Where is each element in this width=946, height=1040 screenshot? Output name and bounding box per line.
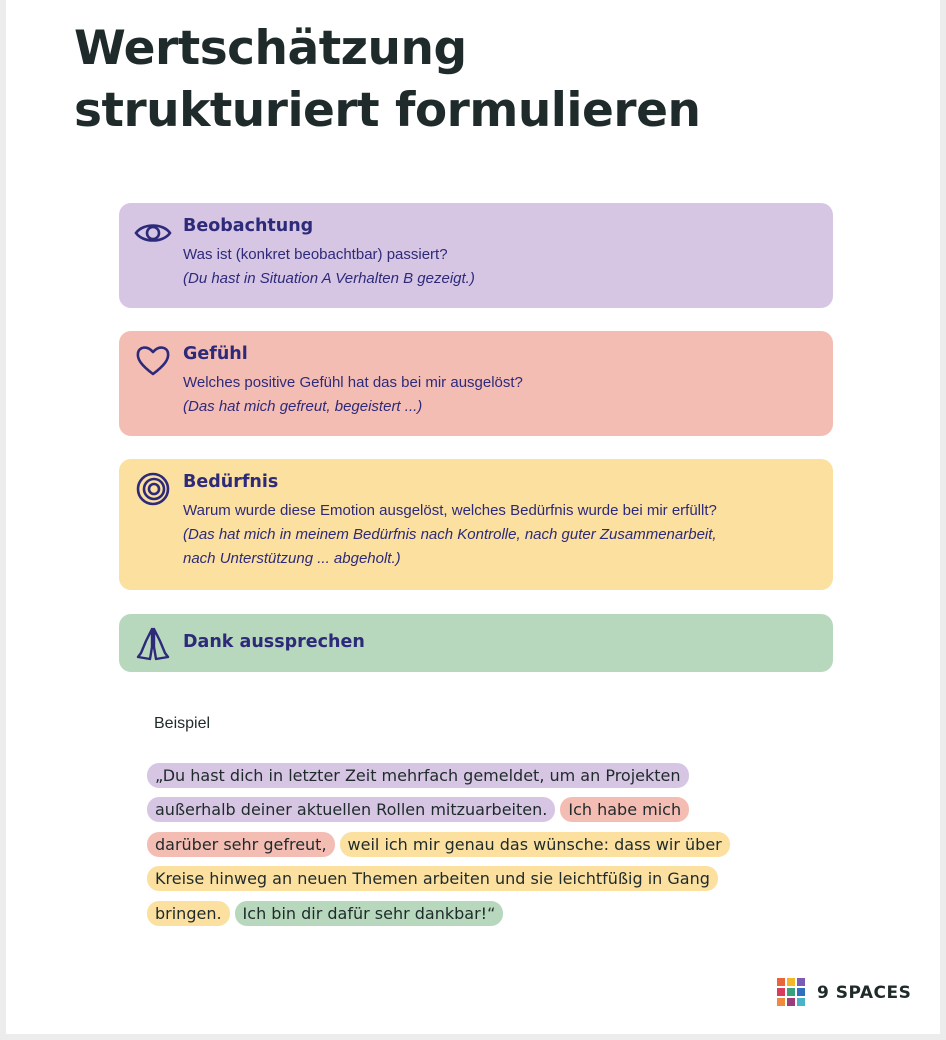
card-example: (Das hat mich gefreut, begeistert ...) — [183, 398, 423, 415]
title-line-1: Wertschätzung — [74, 21, 467, 76]
card-example: (Du hast in Situation A Verhalten B gezeigt.) — [183, 270, 475, 287]
card-question: Was ist (konkret beobachtbar) passiert? — [183, 246, 448, 263]
praying-hands-icon — [133, 623, 173, 663]
card-heading: Bedürfnis — [183, 472, 279, 492]
card-dank — [119, 614, 833, 672]
example-row — [147, 862, 847, 897]
highlight-gefuehl: darüber sehr gefreut, — [147, 832, 335, 857]
heart-icon — [133, 341, 173, 381]
highlight-dank: Ich bin dir dafür sehr dankbar!“ — [235, 901, 504, 926]
highlight-beduerfnis: bringen. — [147, 901, 230, 926]
card-heading: Beobachtung — [183, 216, 314, 236]
card-example-line-1: (Das hat mich in meinem Bedürfnis nach Kontrolle, nach guter Zusammenarbeit, — [183, 526, 717, 543]
page — [6, 0, 940, 1034]
card-heading: Dank aussprechen — [183, 632, 365, 652]
title-line-2: strukturiert formulieren — [74, 83, 701, 138]
example-row — [147, 758, 847, 793]
spiral-icon — [133, 469, 173, 509]
example-row — [147, 896, 847, 931]
example-row — [147, 827, 847, 862]
card-question: Welches positive Gefühl hat das bei mir ausgelöst? — [183, 374, 523, 391]
card-beduerfnis — [119, 459, 833, 590]
page-title — [74, 18, 700, 142]
highlight-beobachtung: „Du hast dich in letzter Zeit mehrfach gemeldet, um an Projekten — [147, 763, 689, 788]
card-beobachtung — [119, 203, 833, 308]
example-row — [147, 793, 847, 828]
brand-name: 9 SPACES — [817, 983, 912, 1003]
highlight-beobachtung: außerhalb deiner aktuellen Rollen mitzuarbeiten. — [147, 797, 555, 822]
example-label: Beispiel — [154, 715, 211, 732]
brand — [777, 978, 911, 1008]
highlight-beduerfnis: Kreise hinweg an neuen Themen arbeiten und sie leichtfüßig in Gang — [147, 866, 718, 891]
highlight-gefuehl: Ich habe mich — [560, 797, 689, 822]
card-example-line-2: nach Unterstützung ... abgeholt.) — [183, 550, 401, 567]
card-gefuehl — [119, 331, 833, 436]
card-heading: Gefühl — [183, 344, 248, 364]
highlight-beduerfnis: weil ich mir genau das wünsche: dass wir über — [340, 832, 730, 857]
eye-icon — [133, 213, 173, 253]
example-quote — [147, 758, 847, 931]
brand-logo-icon — [777, 978, 807, 1008]
card-question: Warum wurde diese Emotion ausgelöst, welches Bedürfnis wurde bei mir erfüllt? — [183, 502, 717, 519]
